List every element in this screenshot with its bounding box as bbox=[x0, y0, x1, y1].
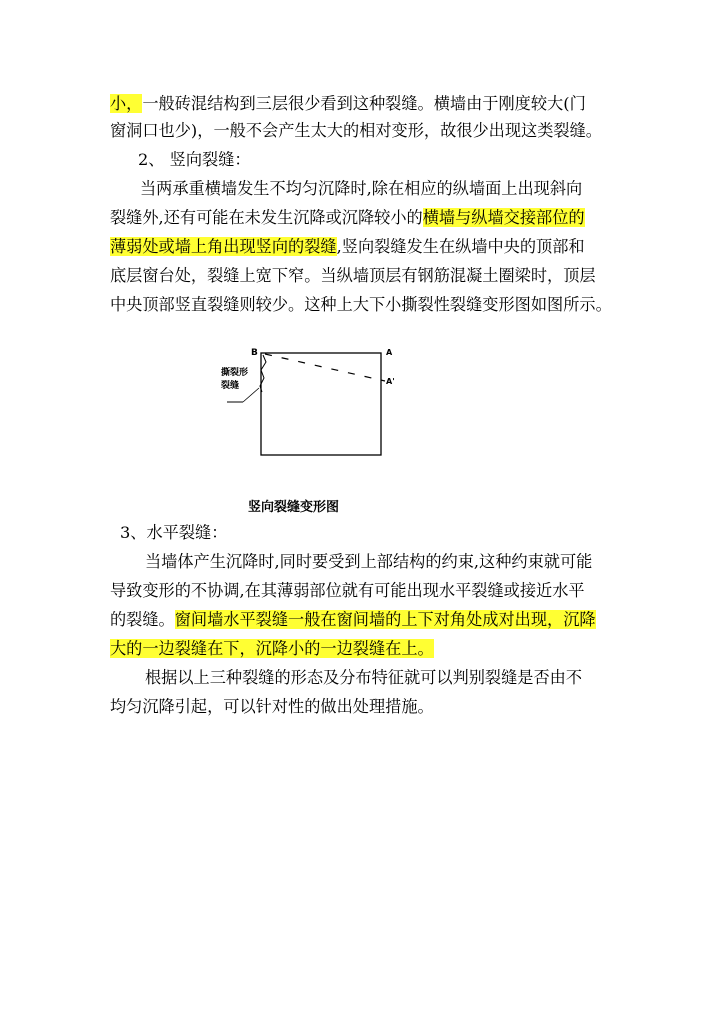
label-pointer bbox=[243, 388, 259, 402]
paragraph-line: 当两承重横墙发生不均匀沉降时,除在相应的纵墙面上出现斜向 bbox=[140, 179, 583, 198]
paragraph-line: 根据以上三种裂缝的形态及分布特征就可以判别裂缝是否由不 bbox=[145, 668, 583, 687]
section-heading: 2、 竖向裂缝： bbox=[138, 150, 251, 169]
label-b: B bbox=[251, 348, 258, 358]
deformed-top-line bbox=[265, 354, 385, 381]
paragraph-line: 中央顶部竖直裂缝则较少。这种上大下小撕裂性裂缝变形图如图所示。 bbox=[110, 295, 612, 314]
crack-label-line2: 裂缝 bbox=[221, 381, 240, 391]
paragraph-line: 小，一般砖混结构到三层很少看到这种裂缝。横墙由于刚度较大(门 bbox=[110, 94, 586, 113]
crack-diagram bbox=[215, 340, 415, 470]
highlighted-text: 大的一边裂缝在下，沉降小的一边裂缝在上。 bbox=[110, 639, 434, 658]
crack-deformation-figure bbox=[215, 340, 415, 470]
crack-label-line1: 撕裂形 bbox=[221, 368, 249, 378]
highlighted-text: 小， bbox=[110, 94, 143, 113]
highlighted-text: 薄弱处或墙上角出现竖向的裂缝 bbox=[110, 237, 337, 256]
paragraph-line: 窗洞口也少)，一般不会产生太大的相对变形，故很少出现这类裂缝。 bbox=[110, 121, 602, 140]
figure-caption: 竖向裂缝变形图 bbox=[248, 500, 340, 515]
paragraph-line: 导致变形的不协调,在其薄弱部位就有可能出现水平裂缝或接近水平 bbox=[110, 581, 585, 600]
label-a: A bbox=[386, 348, 393, 357]
paragraph-line: 底层窗台处，裂缝上宽下窄。当纵墙顶层有钢筋混凝土圈梁时，顶层 bbox=[110, 266, 596, 285]
section-heading: 3、水平裂缝： bbox=[120, 523, 228, 542]
highlighted-text: 窗间墙水平裂缝一般在窗间墙的上下对角处成对出现，沉降 bbox=[174, 610, 596, 629]
paragraph-line: 裂缝外,还有可能在未发生沉降或沉降较小的横墙与纵墙交接部位的 bbox=[110, 208, 585, 227]
paragraph-line bbox=[110, 636, 620, 662]
paragraph-line: 薄弱处或墙上角出现竖向的裂缝,竖向裂缝发生在纵墙中央的顶部和 bbox=[110, 237, 585, 256]
paragraph-line: 均匀沉降引起，可以针对性的做出处理措施。 bbox=[110, 697, 434, 716]
highlighted-text: 横墙与纵墙交接部位的 bbox=[422, 208, 585, 227]
paragraph-line: 的裂缝。窗间墙水平裂缝一般在窗间墙的上下对角处成对出现，沉降 bbox=[110, 610, 596, 629]
paragraph-line: 当墙体产生沉降时,同时要受到上部结构的约束,这种约束就可能 bbox=[145, 552, 593, 571]
wall-outline bbox=[261, 353, 381, 455]
label-a-prime: A' bbox=[386, 377, 395, 386]
